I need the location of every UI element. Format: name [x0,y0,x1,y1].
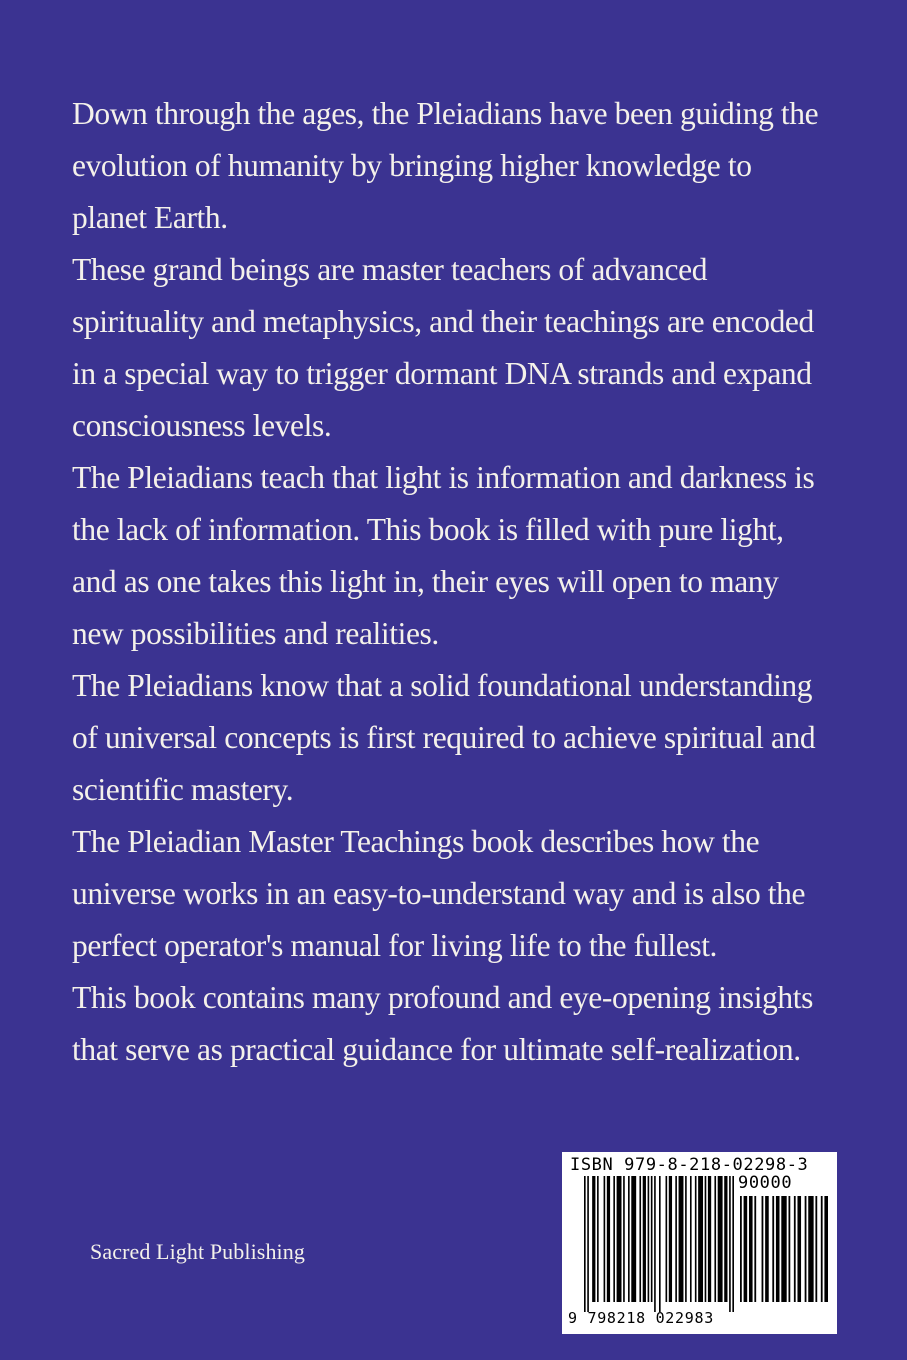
blurb-paragraph-4: The Pleiadians know that a solid foundational understanding of universal concepts is first required to achieve spiritual and scientific mastery. [72,668,816,807]
blurb-paragraph-1: Down through the ages, the Pleiadians have been guiding the evolution of humanity by bringing higher knowledge to planet Earth. [72,96,819,235]
blurb-paragraph-2: These grand beings are master teachers of advanced spirituality and metaphysics, and their teachings are encoded in a special way to trigger dormant DNA strands and expand consciousness levels. [72,252,814,443]
back-cover-blurb [72,88,832,1076]
ean13-barcode-icon [584,1176,734,1312]
blurb-paragraph-6: This book contains many profound and eye-opening insights that serve as practical guidance for ultimate self-realization. [72,980,813,1067]
barcode-addon-number: 90000 [738,1173,793,1193]
publisher-name: Sacred Light Publishing [90,1239,305,1264]
blurb-paragraph-5: The Pleiadian Master Teachings book describes how the universe works in an easy-to-understand way and is also the perfect operator's manual for living life to the fullest. [72,824,806,963]
barcode-digits: 9 798218 022983 [568,1309,714,1327]
addon-barcode-icon [740,1196,828,1312]
isbn-barcode-block [562,1152,837,1334]
isbn-label: ISBN 979-8-218-02298-3 [570,1155,809,1175]
blurb-paragraph-3: The Pleiadians teach that light is information and darkness is the lack of information. This book is filled with pure light, and as one takes this light in, their eyes will open to many new possibilities and realities. [72,460,815,651]
